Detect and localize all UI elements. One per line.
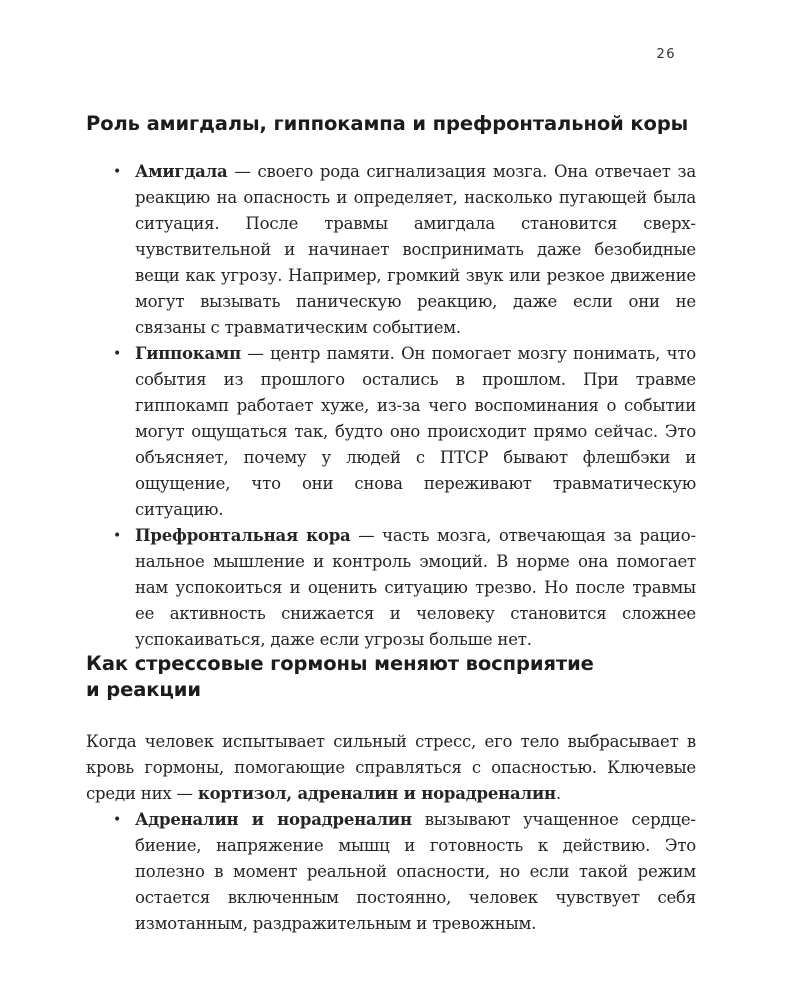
bullet-list bbox=[86, 807, 696, 937]
section-brain-structures bbox=[86, 111, 696, 653]
bullet-icon: • bbox=[113, 812, 122, 828]
term: Адреналин и норадреналин bbox=[135, 810, 412, 829]
section-heading bbox=[86, 651, 696, 703]
term-description: — часть мозга, отвечающая за рациональное мышление и контроль эмоций. В норме она помогает нам успокоиться и оценить ситуацию трезво. Но после травмы ее активность снижается и человеку становится сложнее успокаиваться, даже если угрозы больше нет. bbox=[135, 526, 697, 649]
term-description: вызывают учащенное сердцебиение, напряжение мышц и готовность к действию. Это полезно в момент реальной опасности, но если такой режим остается включенным постоянно, человек чувствует себя измотанным, раздражительным и тревожным. bbox=[135, 810, 696, 933]
term: Амигдала bbox=[135, 162, 228, 181]
intro-paragraph bbox=[86, 729, 696, 807]
heading-line-1: Как стрессовые гормоны меняют восприятие bbox=[86, 652, 594, 675]
section-stress-hormones bbox=[86, 651, 696, 937]
list-item-amygdala bbox=[86, 159, 696, 341]
term-description: — центр памяти. Он помогает мозгу понимать, что события из прошлого остались в прошлом. При травме гиппокамп работает хуже, из-за чего воспоминания о событии могут ощущаться так, будто оно происходит прямо сейчас. Это объясняет, почему у людей с ПТСР бывают флешбэки и ощущение, что они снова переживают травматическую ситуацию. bbox=[135, 344, 696, 519]
term: Префронтальная кора bbox=[135, 526, 351, 545]
section-heading: Роль амигдалы, гиппокампа и префронтальной коры bbox=[86, 112, 689, 135]
bullet-icon: • bbox=[113, 346, 122, 362]
list-item-prefrontal-cortex bbox=[86, 523, 696, 653]
intro-text: Когда человек испытывает сильный стресс, его тело выбрасывает в кровь гормоны, помогающие справляться с опасностью. Ключевые среди них — bbox=[86, 732, 696, 803]
list-item-hippocampus bbox=[86, 341, 696, 523]
page-number: 26 bbox=[656, 47, 676, 62]
term-description: — своего рода сигнализация мозга. Она отвечает за реакцию на опасность и определяет, насколько пугающей была ситуация. После травмы амигдала становится сверхчувствительной и начинает воспринимать даже безобидные вещи как угрозу. Например, громкий звук или резкое движение могут вызывать паническую реакцию, даже если они не связаны с травматическим событием. bbox=[135, 162, 696, 337]
bullet-list bbox=[86, 159, 696, 653]
intro-bold: кортизол, адреналин и норадреналин bbox=[197, 784, 556, 803]
intro-end: . bbox=[555, 784, 561, 803]
heading-line-2: и реакции bbox=[86, 678, 201, 701]
term: Гиппокамп bbox=[135, 344, 242, 363]
bullet-icon: • bbox=[113, 164, 122, 180]
list-item-adrenaline bbox=[86, 807, 696, 937]
bullet-icon: • bbox=[113, 528, 122, 544]
